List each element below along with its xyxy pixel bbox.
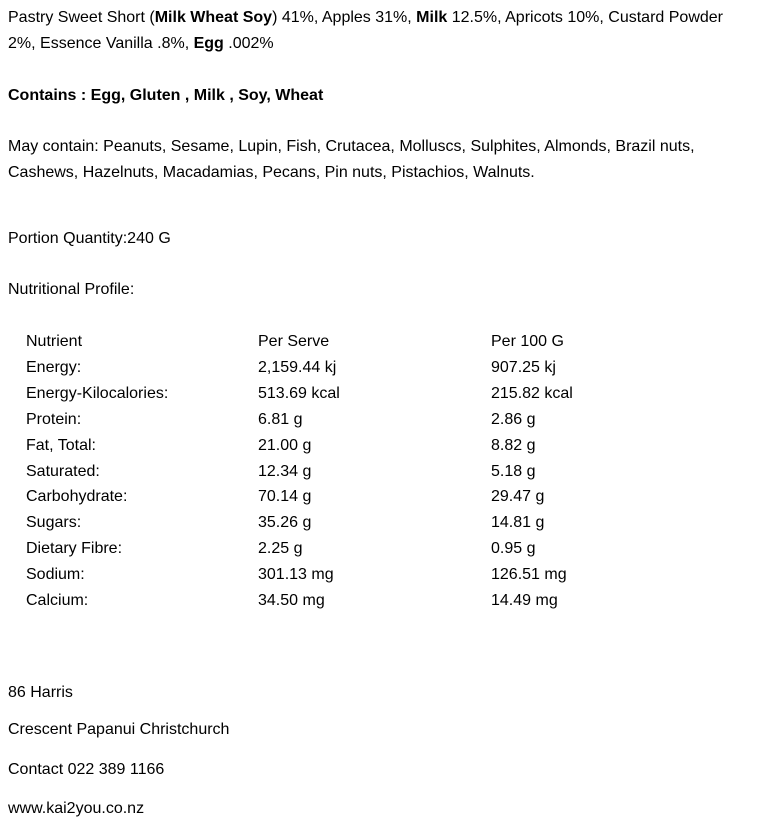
nutrition-table <box>26 329 611 614</box>
allergen-bold-text: Milk Wheat Soy <box>154 9 273 26</box>
per-serve-value: 35.26 g <box>258 514 312 532</box>
ingredients-text: Pastry Sweet Short ( <box>8 9 155 26</box>
column-header-per-serve: Per Serve <box>258 333 330 350</box>
per-100g-value: 907.25 kj <box>491 358 556 376</box>
per-serve-value: 70.14 g <box>258 488 312 506</box>
per-serve-value: 34.50 mg <box>258 592 325 610</box>
table-row <box>26 562 611 588</box>
ingredients-text: .002% <box>223 35 274 52</box>
table-row <box>26 459 611 485</box>
table-row <box>26 588 611 614</box>
per-serve-value: 513.69 kcal <box>258 384 340 402</box>
table-header-row <box>26 329 611 355</box>
per-serve-value: 2,159.44 kj <box>258 358 337 376</box>
per-100g-value: 0.95 g <box>491 540 536 558</box>
per-serve-value: 301.13 mg <box>258 566 334 584</box>
column-header-nutrient: Nutrient <box>26 333 83 350</box>
per-serve-value: 21.00 g <box>258 436 312 454</box>
nutritional-profile-heading: Nutritional Profile: <box>8 281 135 298</box>
nutrient-name: Sodium: <box>26 566 85 584</box>
table-row <box>26 433 611 459</box>
address-line-1: 86 Harris <box>8 684 73 701</box>
address-line-2: Crescent Papanui Christchurch <box>8 721 230 738</box>
table-row <box>26 355 611 381</box>
nutrient-name: Dietary Fibre: <box>26 540 123 558</box>
nutrient-name: Calcium: <box>26 592 89 610</box>
allergen-bold-text: Egg <box>193 35 224 52</box>
column-header-per-100g: Per 100 G <box>491 333 564 350</box>
nutrient-name: Saturated: <box>26 462 100 480</box>
nutrient-name: Protein: <box>26 410 82 428</box>
portion-quantity: Portion Quantity:240 G <box>8 230 171 247</box>
per-serve-value: 2.25 g <box>258 540 303 558</box>
per-serve-value: 6.81 g <box>258 410 303 428</box>
per-100g-value: 8.82 g <box>491 436 536 454</box>
nutrient-name: Fat, Total: <box>26 436 96 454</box>
per-100g-value: 14.81 g <box>491 514 545 532</box>
per-100g-value: 215.82 kcal <box>491 384 573 402</box>
ingredients-line-2 <box>8 31 274 57</box>
table-row <box>26 536 611 562</box>
contact-phone: Contact 022 389 1166 <box>8 761 165 778</box>
table-row <box>26 484 611 510</box>
per-serve-value: 12.34 g <box>258 462 312 480</box>
contains-allergens: Contains : Egg, Gluten , Milk , Soy, Wheat <box>8 87 324 104</box>
nutrient-name: Sugars: <box>26 514 82 532</box>
nutrient-name: Energy-Kilocalories: <box>26 384 169 402</box>
ingredients-text: 12.5%, Apricots 10%, Custard Powder <box>447 9 723 26</box>
may-contain-allergens: May contain: Peanuts, Sesame, Lupin, Fish, Crutacea, Molluscs, Sulphites, Almonds, Brazil nuts, Cashews, Hazelnuts, Macadamias, Pecans, Pin nuts, Pistachios, Walnuts. <box>8 138 695 181</box>
per-100g-value: 2.86 g <box>491 410 536 428</box>
table-row <box>26 510 611 536</box>
table-row <box>26 381 611 407</box>
website-link[interactable]: www.kai2you.co.nz <box>8 800 145 817</box>
nutrient-name: Energy: <box>26 358 82 376</box>
nutrient-name: Carbohydrate: <box>26 488 128 506</box>
per-100g-value: 29.47 g <box>491 488 545 506</box>
ingredients-text: 2%, Essence Vanilla .8%, <box>8 35 194 52</box>
ingredients-text: ) 41%, Apples 31%, <box>272 9 417 26</box>
per-100g-value: 14.49 mg <box>491 592 558 610</box>
per-100g-value: 5.18 g <box>491 462 536 480</box>
ingredients-line-1 <box>8 5 723 31</box>
per-100g-value: 126.51 mg <box>491 566 567 584</box>
allergen-bold-text: Milk <box>416 9 448 26</box>
table-row <box>26 407 611 433</box>
